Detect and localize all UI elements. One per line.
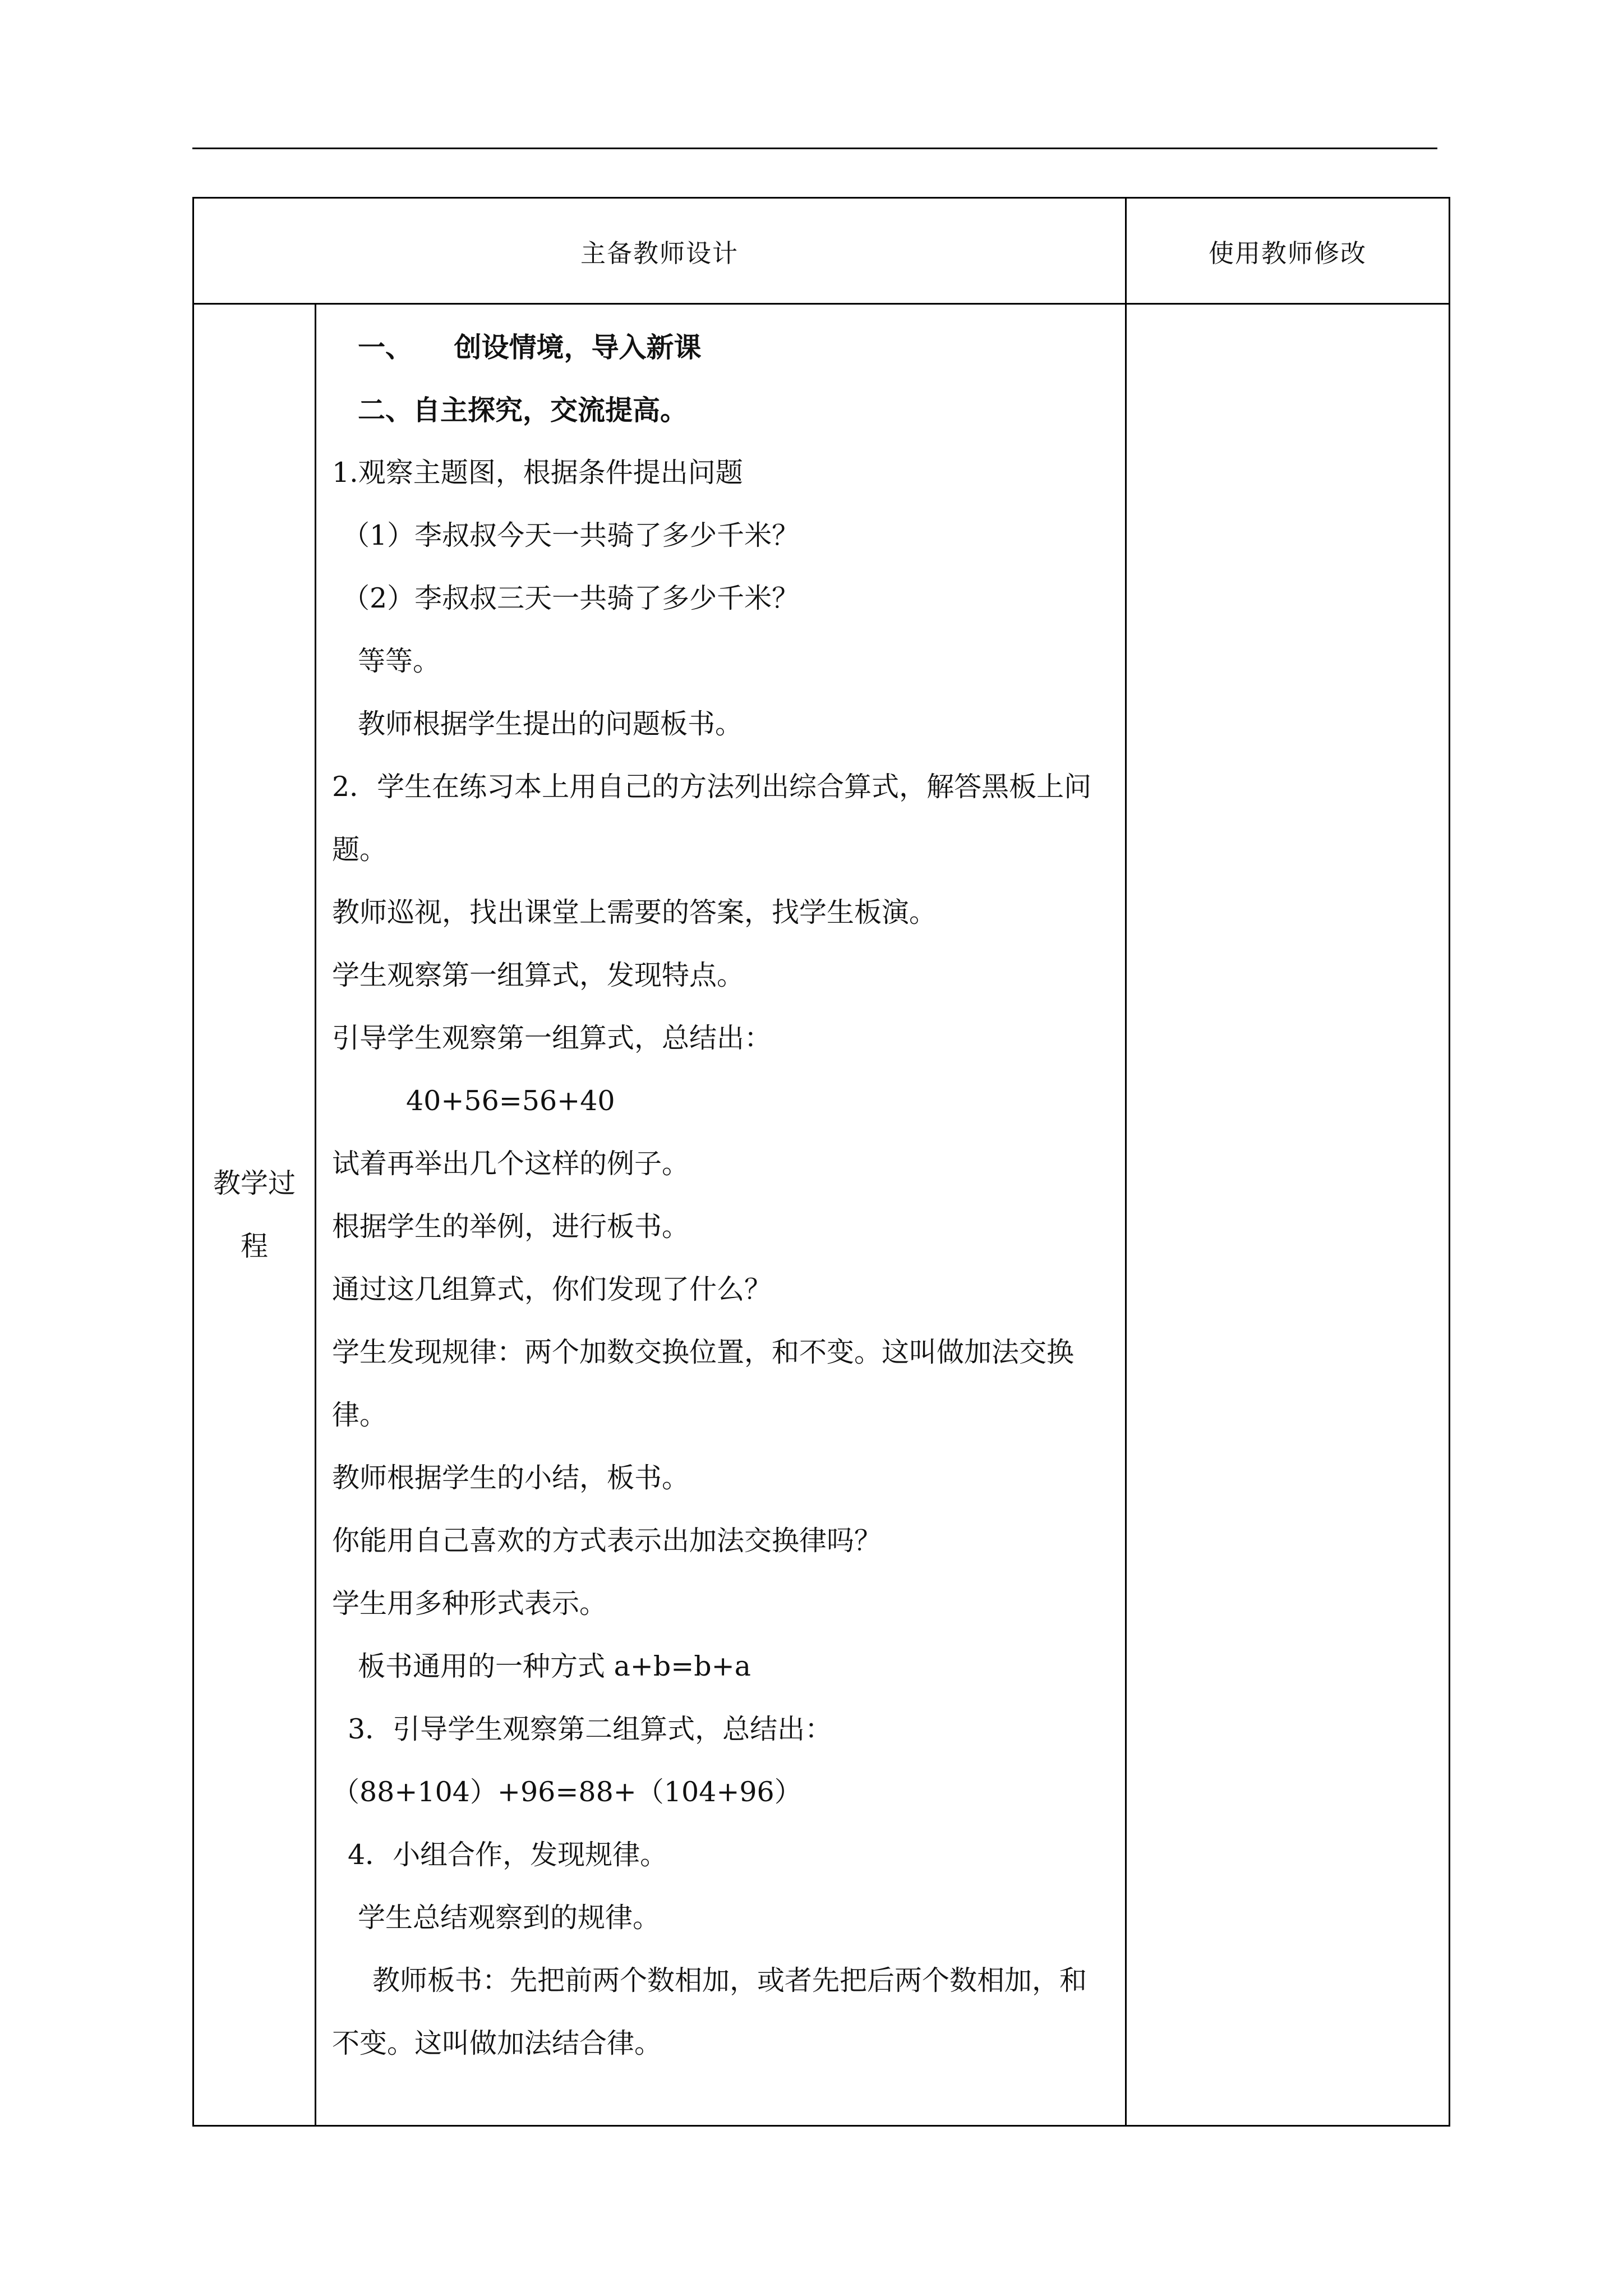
table-header-row [193,198,1450,304]
page-header-rule [192,148,1437,149]
text-line: 2．学生在练习本上用自己的方法列出综合算式，解答黑板上问 [332,771,1092,803]
heading-intro: 一、 创设情境，导入新课 [358,331,702,364]
text-line: 学生发现规律：两个加数交换位置，和不变。这叫做加法交换 [332,1336,1075,1368]
lesson-plan-table [192,197,1450,2127]
text-line: 3．引导学生观察第二组算式，总结出： [348,1713,833,1745]
formula-line: 40+56=56+40 [406,1085,615,1117]
formula-line: （88+104）+96=88+（104+96） [332,1776,802,1808]
text-line: 教师根据学生提出的问题板书。 [358,708,743,740]
text-line: 题。 [332,834,388,866]
text-line: 你能用自己喜欢的方式表示出加法交换律吗？ [332,1525,882,1557]
text-line: 律。 [332,1399,388,1431]
text-line: 教师巡视，找出课堂上需要的答案，找学生板演。 [332,896,937,928]
teaching-process-row [193,304,1450,2126]
text-line: 引导学生观察第一组算式，总结出： [332,1022,772,1054]
text-line: （1）李叔叔今天一共骑了多少千米？ [342,519,800,551]
text-line: 不变。这叫做加法结合律。 [332,2027,662,2059]
text-line: 教师根据学生的小结，板书。 [332,1462,690,1494]
lesson-content [316,305,1125,2075]
text-line: 4．小组合作，发现规律。 [348,1839,668,1871]
section-label-cell [193,304,316,2126]
heading-explore: 二、自主探究，交流提高。 [358,394,688,426]
text-line: 通过这几组算式，你们发现了什么？ [332,1273,772,1305]
header-main-design: 主备教师设计 [193,198,1126,304]
main-design-cell [316,304,1126,2126]
text-line: 等等。 [358,645,441,677]
text-line: 根据学生的举例，进行板书。 [332,1211,690,1243]
text-line: 教师板书：先把前两个数相加，或者先把后两个数相加，和 [372,1964,1087,1996]
text-line: 试着再举出几个这样的例子。 [332,1148,690,1180]
header-teacher-revision: 使用教师修改 [1126,198,1450,304]
text-line: 学生用多种形式表示。 [332,1588,607,1619]
formula-line: 板书通用的一种方式 a+b=b+a [358,1650,751,1682]
text-line: 学生总结观察到的规律。 [358,1902,661,1934]
text-line: 1.观察主题图，根据条件提出问题 [332,457,743,489]
section-label: 教学过程 [213,1167,296,1262]
text-line: （2）李叔叔三天一共骑了多少千米？ [342,582,800,614]
revision-cell [1126,304,1450,2126]
text-line: 学生观察第一组算式，发现特点。 [332,959,745,991]
